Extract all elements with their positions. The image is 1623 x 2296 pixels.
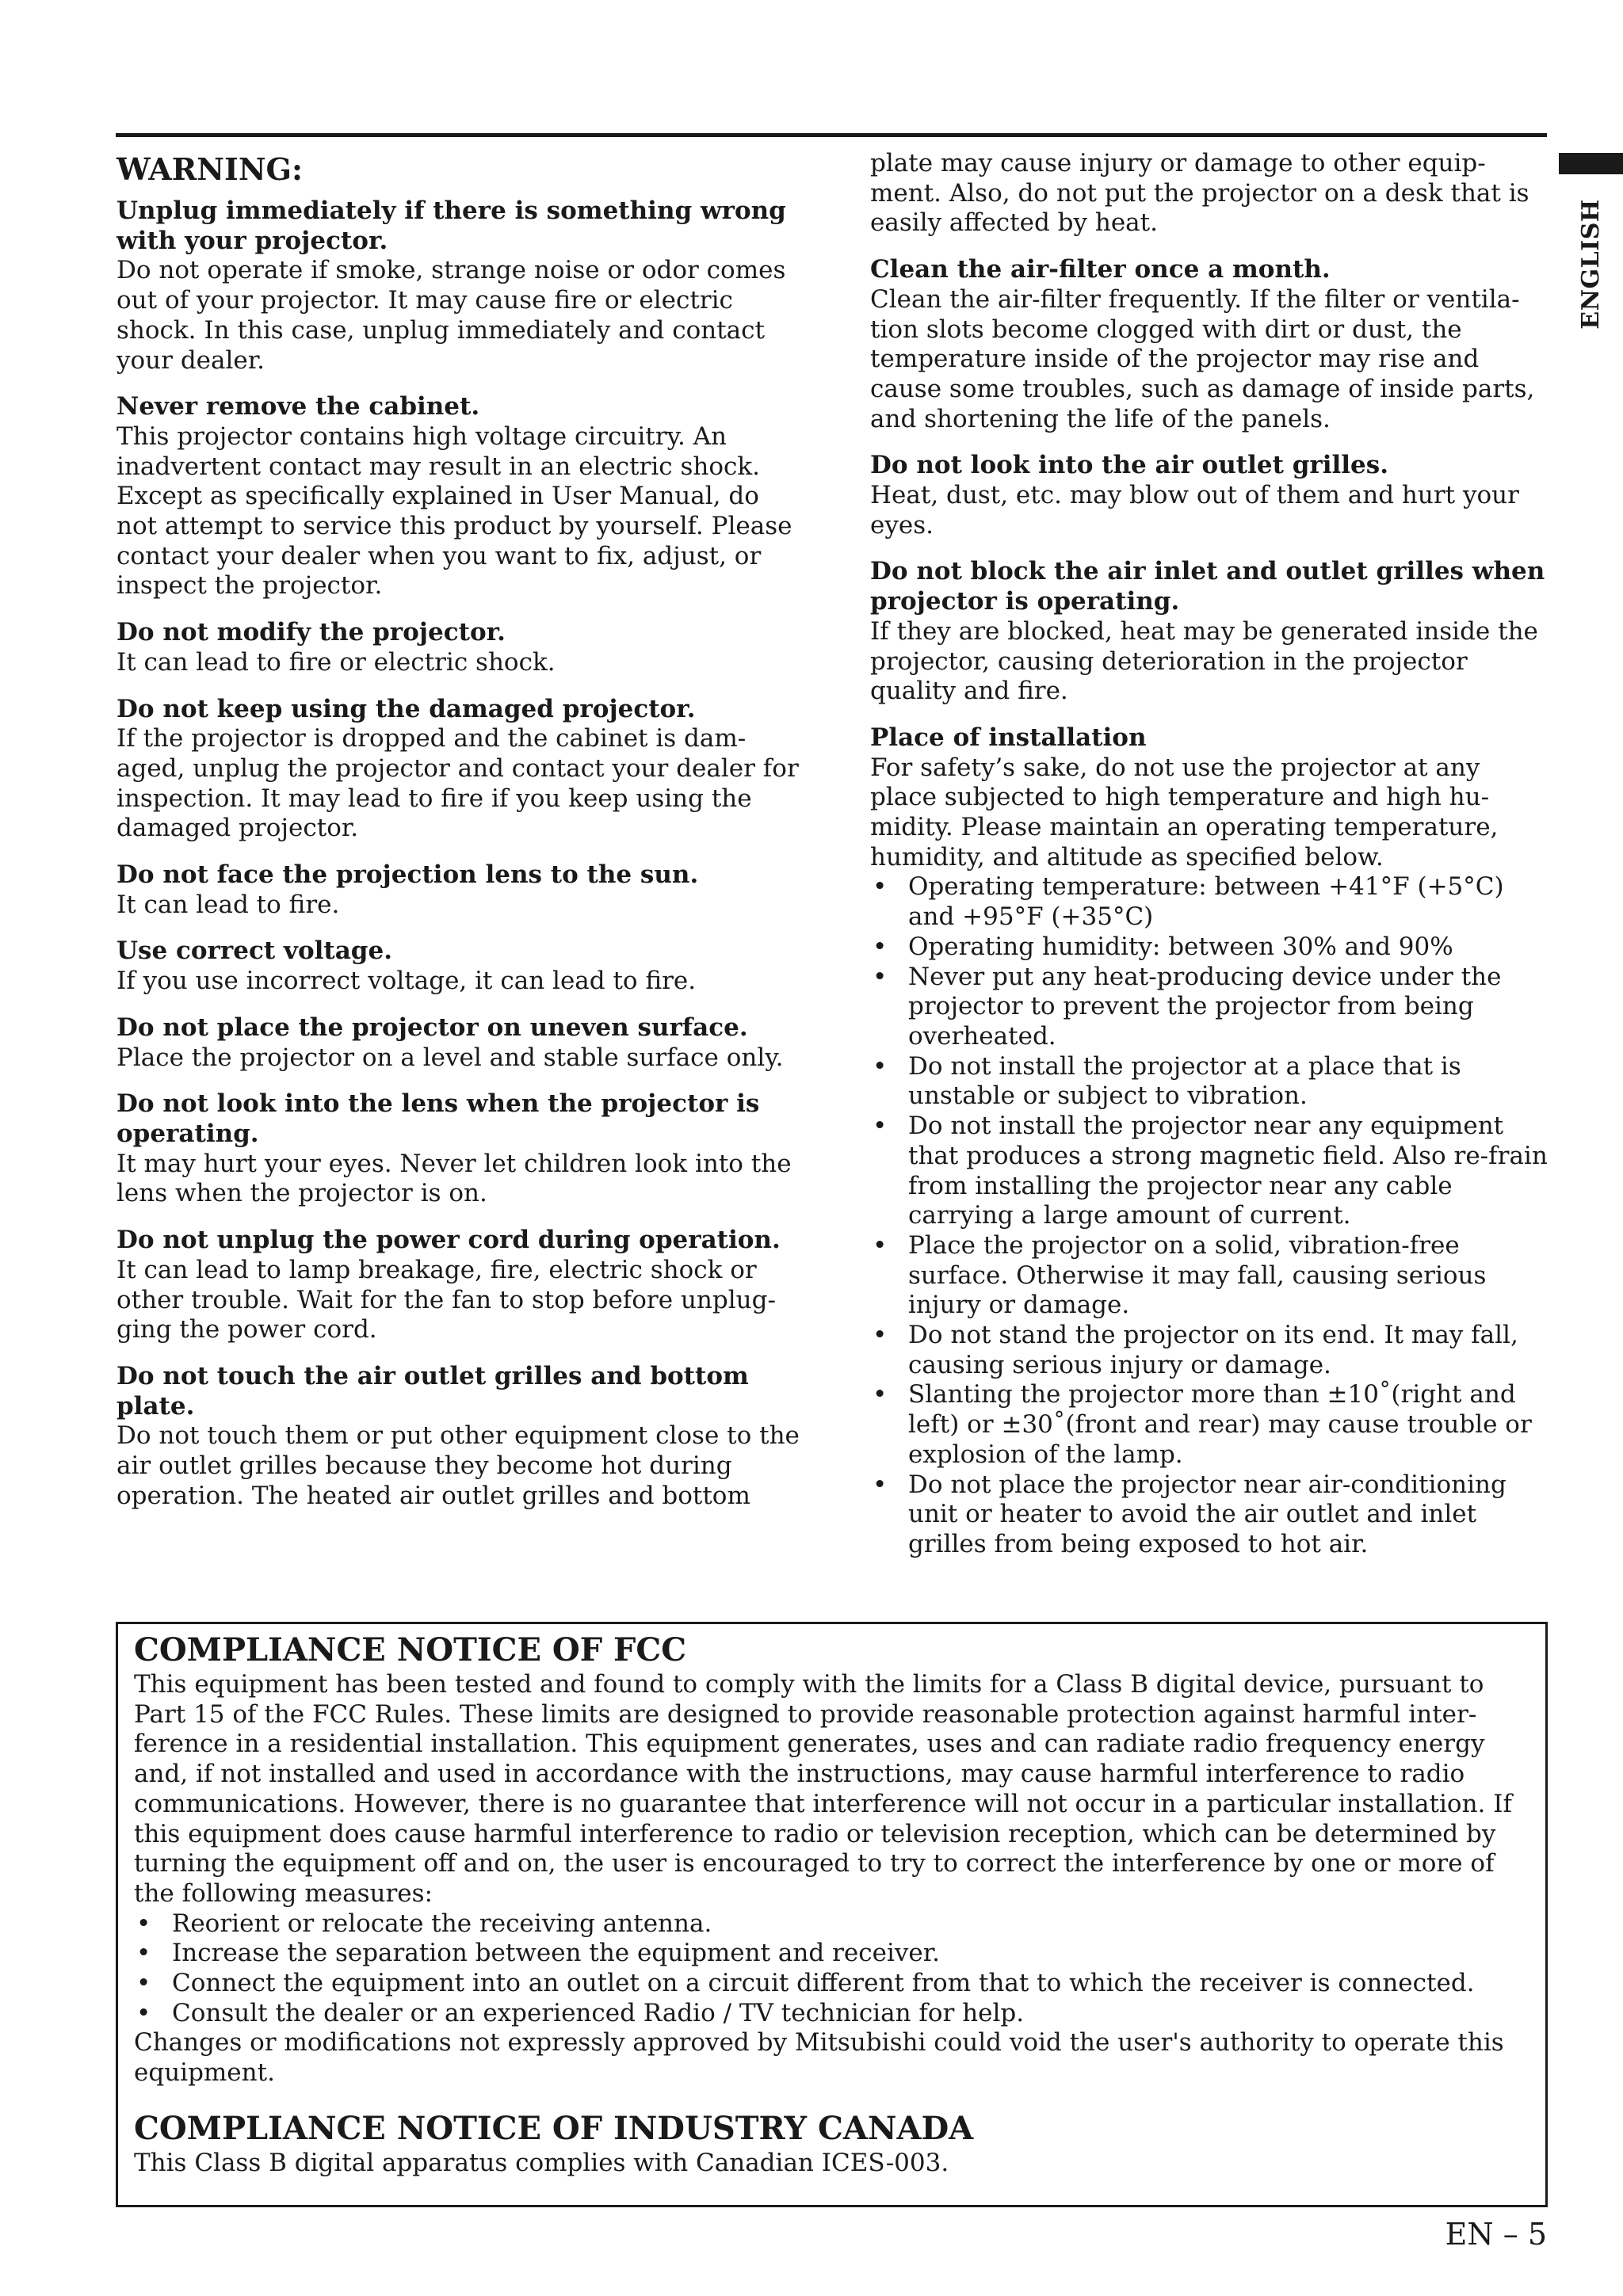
compliance-notice-box <box>116 1622 1548 2207</box>
block-body: It can lead to fire or electric shock. <box>116 647 556 677</box>
block-heading: Never remove the cabinet. <box>116 392 480 421</box>
block-body: Do not operate if smoke, strange noise or odor comes out of your projector. It may cause fire or electric shock. In this case, unplug immediately and contact your dealer. <box>116 256 786 375</box>
warning-block-unplug <box>116 196 804 376</box>
fcc-notice-title: COMPLIANCE NOTICE OF FCC <box>134 1631 687 1669</box>
block-heading: Do not place the projector on uneven surface. <box>116 1013 748 1042</box>
block-body: Clean the air-filter frequently. If the filter or ventila-tion slots become clogged with dirt or dust, the temperature inside of the projector may rise and cause some troubles, such as damage of inside parts, and shortening the life of the panels. <box>870 284 1535 433</box>
block-heading: Do not block the air inlet and outlet grilles when projector is operating. <box>870 557 1545 616</box>
warning-heading: WARNING: <box>116 151 304 187</box>
list-item: • Operating humidity: between 30% and 90% <box>870 933 1552 963</box>
list-item: • Never put any heat-producing device under the projector to prevent the projector from being overheated. <box>870 963 1552 1052</box>
list-item: • Consult the dealer or an experienced Radio / TV technician for help. <box>134 1999 1529 2029</box>
list-item: • Reorient or relocate the receiving antenna. <box>134 1909 1529 1939</box>
block-body: Heat, dust, etc. may blow out of them and hurt your eyes. <box>870 481 1519 540</box>
warning-block-air-inlet <box>870 557 1552 707</box>
block-heading: Unplug immediately if there is something wrong with your projector. <box>116 196 786 255</box>
warning-block-damaged <box>116 695 804 845</box>
top-rule <box>116 133 1547 137</box>
section-spacer <box>134 2088 1529 2109</box>
fcc-notice-closing: Changes or modifications not expressly approved by Mitsubishi could void the user's authority to operate this equipment. <box>134 2028 1504 2088</box>
warning-block-power-cord <box>116 1226 804 1345</box>
warning-block-outlet-grilles <box>116 1362 804 1512</box>
block-body: It can lead to lamp breakage, fire, electric shock or other trouble. Wait for the fan to stop before unplug-ging the power cord. <box>116 1255 776 1344</box>
warning-block-sun <box>116 860 804 920</box>
block-heading: Do not modify the projector. <box>116 618 506 647</box>
block-body: It may hurt your eyes. Never let children look into the lens when the projector is on. <box>116 1149 792 1208</box>
warning-block-air-filter <box>870 255 1552 434</box>
continued-paragraph: plate may cause injury or damage to other equip-ment. Also, do not put the projector on a desk that is easily affected by heat. <box>870 149 1529 238</box>
fcc-measures-list <box>134 1909 1529 2029</box>
warning-block-uneven-surface <box>116 1013 804 1073</box>
block-body: If you use incorrect voltage, it can lead to fire. <box>116 967 697 996</box>
list-item: • Do not stand the projector on its end. It may fall, causing serious injury or damage. <box>870 1321 1552 1380</box>
language-label-text: ENGLISH <box>1576 198 1605 330</box>
block-body: If they are blocked, heat may be generated inside the projector, causing deterioration in the projector quality and fire. <box>870 616 1538 706</box>
left-column <box>116 149 804 1527</box>
list-item: • Increase the separation between the equipment and receiver. <box>134 1939 1529 1969</box>
block-heading: Use correct voltage. <box>116 936 392 966</box>
list-item: • Do not install the projector at a place that is unstable or subject to vibration. <box>870 1052 1552 1112</box>
right-column <box>870 149 1552 1577</box>
canada-notice-title: COMPLIANCE NOTICE OF INDUSTRY CANADA <box>134 2109 974 2147</box>
language-tab-marker <box>1559 153 1623 174</box>
installation-intro: For safety’s sake, do not use the projector at any place subjected to high temperature and high hu-midity. Please maintain an operating temperature, humidity, and altitude as specified below. <box>870 753 1499 871</box>
list-item: • Place the projector on a solid, vibration-free surface. Otherwise it may fall, causing serious injury or damage. <box>870 1231 1552 1321</box>
warning-block-air-outlet <box>870 451 1552 540</box>
block-heading: Do not keep using the damaged projector. <box>116 694 696 723</box>
canada-notice-body: This Class B digital apparatus complies with Canadian ICES-003. <box>134 2148 949 2177</box>
installation-heading: Place of installation <box>870 723 1147 752</box>
list-item: • Do not place the projector near air-conditioning unit or heater to avoid the air outlet and inlet grilles from being exposed to hot air. <box>870 1470 1552 1560</box>
list-item: • Do not install the projector near any equipment that produces a strong magnetic field. Also re-frain from installing the projector near any cable carrying a large amount of current. <box>870 1112 1552 1231</box>
block-body: This projector contains high voltage circuitry. An inadvertent contact may result in an electric shock. Except as specifically explained in User Manual, do not attempt to service this product by yourself. Please contact your dealer when you want to fix, adjust, or inspect the projector. <box>116 421 792 601</box>
block-heading: Do not unplug the power cord during operation. <box>116 1226 781 1255</box>
block-body: Do not touch them or put other equipment close to the air outlet grilles because they become hot during operation. The heated air outlet grilles and bottom <box>116 1421 800 1510</box>
fcc-notice-intro: This equipment has been tested and found to comply with the limits for a Class B digital device, pursuant to Part 15 of the FCC Rules. These limits are designed to provide reasonable protection against harmful inter-ference in a residential installation. This equipment generates, uses and can radiate radio frequency energy and, if not installed and used in accordance with the instructions, may cause harmful interference to radio communications. However, there is no guarantee that interference will not occur in a particular installation. If this equipment does cause harmful interference to radio or television reception, which can be determined by turning the equipment off and on, the user is encouraged to try to correct the interference by one or more of the following measures: <box>134 1670 1512 1908</box>
block-heading: Do not look into the lens when the projector is operating. <box>116 1089 760 1148</box>
warning-block-modify <box>116 618 804 677</box>
block-body: If the projector is dropped and the cabinet is dam-aged, unplug the projector and contact your dealer for inspection. It may lead to fire if you keep using the damaged projector. <box>116 724 799 843</box>
block-heading: Clean the air-filter once a month. <box>870 255 1331 284</box>
block-heading: Do not look into the air outlet grilles. <box>870 451 1388 480</box>
warning-block-cabinet <box>116 392 804 601</box>
warning-block-voltage <box>116 936 804 996</box>
list-item: • Connect the equipment into an outlet on a circuit different from that to which the receiver is connected. <box>134 1969 1529 1999</box>
list-item: • Operating temperature: between +41°F (+5°C) and +95°F (+35°C) <box>870 872 1552 932</box>
installation-section <box>870 723 1552 1560</box>
compliance-notice-content <box>134 1630 1529 2179</box>
list-item: • Slanting the projector more than ±10˚(right and left) or ±30˚(front and rear) may cause trouble or explosion of the lamp. <box>870 1380 1552 1470</box>
block-heading: Do not face the projection lens to the sun. <box>116 860 699 890</box>
installation-list <box>870 872 1552 1559</box>
block-body: Place the projector on a level and stable surface only. <box>116 1043 784 1072</box>
language-tab-label <box>1555 189 1623 339</box>
warning-block-lens <box>116 1089 804 1209</box>
page-number: EN – 5 <box>1445 2217 1547 2252</box>
block-body: It can lead to fire. <box>116 890 340 919</box>
block-heading: Do not touch the air outlet grilles and bottom plate. <box>116 1361 749 1421</box>
